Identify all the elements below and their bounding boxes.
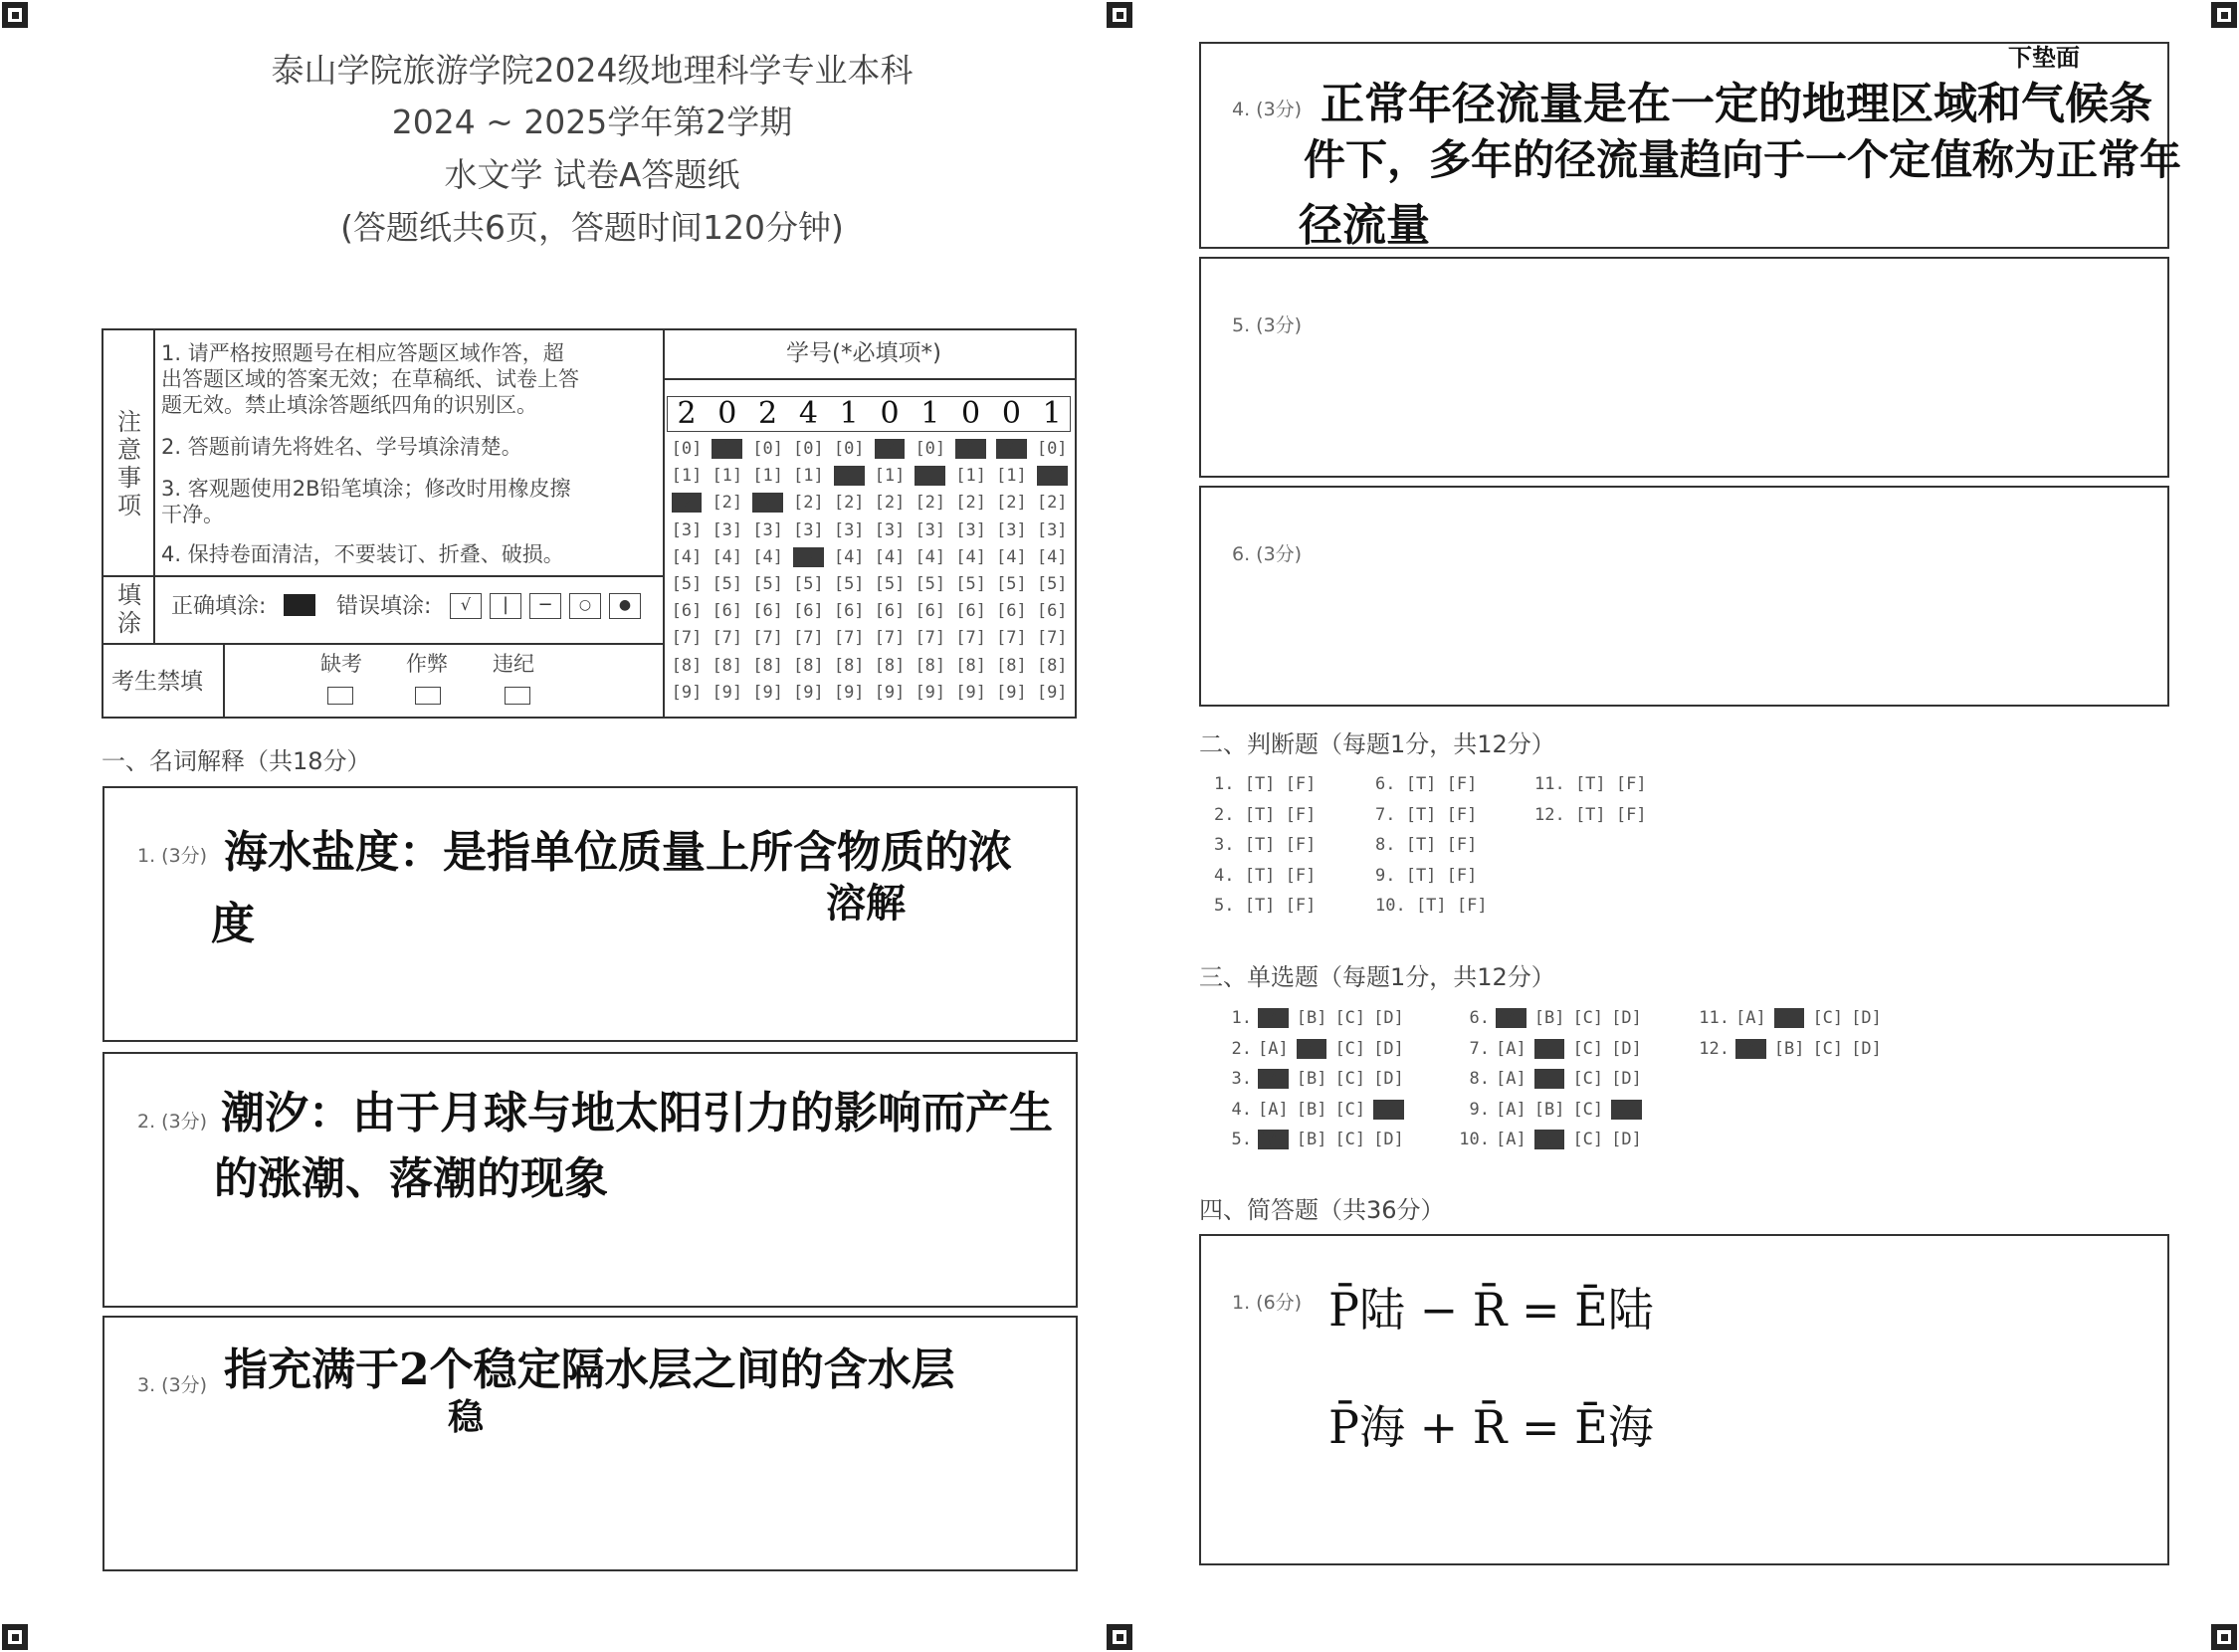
notice-item-4: 4. 保持卷面清洁，不要装订、折叠、破损。 — [161, 542, 564, 566]
single-choice-option[interactable]: [C] — [1572, 1038, 1604, 1059]
student-id-bubble[interactable]: [4] — [671, 546, 703, 567]
student-id-bubble[interactable]: [7] — [671, 628, 703, 649]
true-false-item[interactable]: 3. [T] [F] — [1214, 835, 1317, 855]
student-id-bubble[interactable]: [0] — [671, 439, 703, 459]
single-choice-option[interactable]: [A] — [1496, 1038, 1527, 1059]
q5-label: 5. (3分) — [1232, 314, 1303, 336]
single-choice-option[interactable]: [C] — [1334, 1008, 1366, 1028]
single-choice-item — [1212, 1008, 1412, 1028]
q1-answer-line2: 度 — [211, 899, 255, 949]
single-choice-option[interactable]: [A] — [1258, 1130, 1289, 1149]
student-id-bubble[interactable]: [4] — [874, 546, 906, 567]
notice-item-3b: 干净。 — [161, 503, 224, 526]
student-id-digit-5: 1 — [839, 396, 859, 431]
true-false-item[interactable]: 2. [T] [F] — [1214, 804, 1317, 825]
student-id-bubble[interactable]: [3] — [671, 519, 703, 540]
student-id-bubble[interactable]: [2] — [712, 493, 743, 514]
single-choice-item — [1690, 1008, 1890, 1028]
q4-answer-line2: 件下，多年的径流量趋向于一个定值称为正常年 — [1304, 135, 2182, 184]
header-school-line: 泰山学院旅游学院2024级地理科学专业本科 — [271, 51, 914, 90]
notice-item-1b: 出答题区域的答案无效；在草稿纸、试卷上答 — [161, 367, 579, 391]
student-id-bubble[interactable]: [0] — [955, 439, 986, 459]
short-q1-label: 1. (6分) — [1232, 1292, 1303, 1314]
student-id-bubble[interactable]: [9] — [833, 682, 865, 703]
student-id-bubble[interactable]: [8] — [752, 655, 783, 676]
single-choice-option[interactable]: [A] — [1735, 1008, 1766, 1028]
student-id-bubble[interactable]: [5] — [671, 574, 703, 594]
student-id-bubble[interactable]: [7] — [793, 628, 824, 649]
student-id-bubble[interactable]: [3] — [1036, 519, 1068, 540]
true-false-item[interactable]: 4. [T] [F] — [1214, 865, 1317, 886]
q4-answer-line3: 径流量 — [1299, 200, 1430, 251]
student-id-bubble[interactable]: [1] — [874, 466, 906, 487]
wrong-fill-dot: ● — [609, 593, 641, 619]
q1-answer-insert: 溶解 — [826, 880, 906, 927]
student-id-bubble[interactable]: [4] — [955, 546, 986, 567]
student-id-digit-10: 1 — [1042, 396, 1062, 431]
q3-answer-insert: 稳 — [448, 1396, 485, 1438]
q4-label: 4. (3分) — [1232, 99, 1303, 120]
student-id-bubble[interactable]: [6] — [712, 601, 743, 622]
student-id-bubble[interactable]: [2] — [752, 493, 783, 514]
single-choice-number: 11. — [1699, 1008, 1730, 1028]
single-choice-item — [1212, 1069, 1412, 1089]
student-id-bubble[interactable]: [0] — [752, 439, 783, 459]
student-id-bubble[interactable]: [6] — [833, 601, 865, 622]
single-choice-option[interactable]: [D] — [1611, 1069, 1642, 1089]
student-id-digit-1: 2 — [677, 396, 697, 431]
single-choice-option[interactable]: [C] — [1572, 1069, 1604, 1089]
student-id-bubble[interactable]: [4] — [793, 546, 824, 567]
student-id-bubble[interactable]: [3] — [996, 519, 1027, 540]
student-id-bubble[interactable]: [1] — [1036, 466, 1068, 487]
student-id-bubble[interactable]: [8] — [955, 655, 986, 676]
wrong-fill-label: 错误填涂: — [336, 594, 432, 619]
single-choice-option[interactable]: [B] — [1296, 1069, 1327, 1089]
single-choice-option[interactable]: [D] — [1373, 1038, 1404, 1059]
single-choice-number: 10. — [1459, 1130, 1490, 1149]
student-id-bubble[interactable]: [9] — [671, 682, 703, 703]
student-id-digit-7: 1 — [920, 396, 940, 431]
student-id-bubble[interactable]: [8] — [833, 655, 865, 676]
wrong-fill-circle: ○ — [569, 593, 601, 619]
student-id-bubble[interactable]: [7] — [1036, 628, 1068, 649]
header-term-line: 2024 ~ 2025学年第2学期 — [391, 103, 793, 141]
true-false-item[interactable]: 12. [T] [F] — [1534, 804, 1647, 825]
student-id-bubble[interactable]: [7] — [752, 628, 783, 649]
notice-item-1a: 1. 请严格按照题号在相应答题区域作答，超 — [161, 341, 564, 365]
wrong-fill-check: √ — [450, 593, 482, 619]
student-id-bubble[interactable]: [7] — [955, 628, 986, 649]
correct-fill-sample — [284, 594, 315, 616]
single-choice-item — [1450, 1039, 1650, 1059]
student-id-bubble[interactable]: [6] — [671, 601, 703, 622]
single-choice-option[interactable]: [B] — [1533, 1038, 1565, 1059]
single-choice-option[interactable]: [D] — [1611, 1038, 1642, 1059]
q2-answer-line1: 潮汐：由于月球与地太阳引力的影响而产生 — [221, 1088, 1053, 1138]
student-id-bubble[interactable]: [6] — [874, 601, 906, 622]
student-id-bubble[interactable]: [2] — [874, 493, 906, 514]
student-id-bubble[interactable]: [2] — [996, 493, 1027, 514]
wrong-fill-bar: | — [490, 593, 521, 619]
single-choice-option[interactable]: [C] — [1572, 1008, 1604, 1028]
section2-title: 二、判断题（每题1分，共12分） — [1199, 730, 1555, 758]
student-id-bubble[interactable]: [7] — [996, 628, 1027, 649]
single-choice-option[interactable]: [B] — [1533, 1130, 1565, 1149]
single-choice-option[interactable]: [B] — [1773, 1038, 1805, 1059]
student-id-bubble[interactable]: [0] — [833, 439, 865, 459]
student-id-bubble[interactable]: [7] — [712, 628, 743, 649]
single-choice-option[interactable]: [C] — [1334, 1130, 1366, 1149]
student-id-bubble[interactable]: [1] — [915, 466, 946, 487]
status-absent-label: 缺考 — [320, 652, 362, 676]
student-id-bubble[interactable]: [2] — [915, 493, 946, 514]
single-choice-option[interactable]: [A] — [1258, 1069, 1289, 1089]
student-id-bubble[interactable]: [1] — [712, 466, 743, 487]
notice-item-2: 2. 答题前请先将姓名、学号填涂清楚。 — [161, 435, 522, 459]
student-id-bubble[interactable]: [9] — [712, 682, 743, 703]
single-choice-option[interactable]: [B] — [1296, 1038, 1327, 1059]
single-choice-number: 1. — [1231, 1008, 1252, 1028]
student-id-bubble[interactable]: [4] — [712, 546, 743, 567]
single-choice-option[interactable]: [A] — [1258, 1099, 1289, 1120]
single-choice-option[interactable]: [B] — [1533, 1008, 1565, 1028]
single-choice-option[interactable]: [C] — [1812, 1038, 1844, 1059]
student-id-bubble[interactable]: [3] — [955, 519, 986, 540]
single-choice-number: 2. — [1231, 1038, 1252, 1059]
short-q1-line2: P̄海 + R̄ = Ē海 — [1328, 1400, 1654, 1454]
single-choice-option[interactable]: [A] — [1735, 1038, 1766, 1059]
student-id-bubble[interactable]: [0] — [1036, 439, 1068, 459]
student-id-bubble[interactable]: [2] — [671, 493, 703, 514]
status-violation-label: 违纪 — [493, 652, 534, 676]
examinee-restricted-label: 考生禁填 — [111, 669, 203, 695]
corner-marker-bottom-left — [2, 1624, 28, 1650]
student-id-bubble[interactable]: [9] — [1036, 682, 1068, 703]
student-id-bubble[interactable]: [5] — [793, 574, 824, 594]
single-choice-option[interactable]: [D] — [1611, 1130, 1642, 1149]
student-id-bubble[interactable]: [5] — [996, 574, 1027, 594]
answer-box-q6[interactable] — [1199, 486, 2169, 707]
single-choice-option[interactable]: [D] — [1851, 1038, 1882, 1059]
student-id-bubble[interactable]: [6] — [793, 601, 824, 622]
q3-answer-line1: 指充满于2个稳定隔水层之间的含水层 — [224, 1344, 955, 1395]
corner-marker-top-middle — [1107, 2, 1132, 28]
cheating-checkbox[interactable] — [415, 687, 441, 705]
notice-side-label-3: 事 — [117, 464, 141, 492]
student-id-bubble[interactable]: [1] — [752, 466, 783, 487]
single-choice-option[interactable]: [A] — [1496, 1069, 1527, 1089]
single-choice-item — [1450, 1069, 1650, 1089]
single-choice-option[interactable]: [B] — [1296, 1099, 1327, 1120]
student-id-bubble[interactable]: [9] — [874, 682, 906, 703]
single-choice-option[interactable]: [D] — [1851, 1008, 1882, 1028]
notice-side-label-2: 意 — [117, 436, 141, 464]
student-id-bubble[interactable]: [3] — [874, 519, 906, 540]
section3-title: 三、单选题（每题1分，共12分） — [1199, 963, 1555, 991]
q6-label: 6. (3分) — [1232, 543, 1303, 565]
student-id-bubble[interactable]: [5] — [833, 574, 865, 594]
single-choice-option[interactable]: [A] — [1258, 1038, 1289, 1059]
student-id-bubble[interactable]: [8] — [671, 655, 703, 676]
header-exam-title: 水文学 试卷A答题纸 — [444, 155, 740, 194]
student-id-bubble[interactable]: [1] — [671, 466, 703, 487]
student-id-bubble[interactable]: [8] — [1036, 655, 1068, 676]
fill-label-1: 填 — [117, 581, 141, 609]
single-choice-option[interactable]: [C] — [1572, 1130, 1604, 1149]
single-choice-number: 7. — [1469, 1038, 1490, 1059]
student-id-bubble[interactable]: [4] — [1036, 546, 1068, 567]
student-id-bubble[interactable]: [4] — [752, 546, 783, 567]
single-choice-option[interactable]: [B] — [1296, 1008, 1327, 1028]
student-id-bubble[interactable]: [4] — [833, 546, 865, 567]
student-id-bubble[interactable]: [6] — [955, 601, 986, 622]
corner-marker-bottom-right — [2211, 1624, 2237, 1650]
student-id-bubble[interactable]: [0] — [793, 439, 824, 459]
student-id-bubble[interactable]: [0] — [712, 439, 743, 459]
q2-label: 2. (3分) — [137, 1111, 208, 1133]
single-choice-number: 4. — [1231, 1099, 1252, 1120]
student-id-bubble[interactable]: [5] — [915, 574, 946, 594]
student-id-digit-4: 4 — [798, 396, 818, 431]
student-id-digit-6: 0 — [880, 396, 900, 431]
student-id-bubble[interactable]: [2] — [955, 493, 986, 514]
fill-label-2: 涂 — [117, 609, 141, 637]
corner-marker-bottom-middle — [1107, 1624, 1132, 1650]
student-id-bubble[interactable]: [4] — [915, 546, 946, 567]
single-choice-option[interactable]: [B] — [1773, 1008, 1805, 1028]
correct-fill-label: 正确填涂: — [171, 594, 267, 619]
true-false-item[interactable]: 1. [T] [F] — [1214, 774, 1317, 794]
single-choice-option[interactable]: [C] — [1334, 1069, 1366, 1089]
notice-item-1c: 题无效。禁止填涂答题纸四角的识别区。 — [161, 393, 537, 417]
section4-title: 四、简答题（共36分） — [1199, 1196, 1445, 1224]
student-id-bubble[interactable]: [8] — [874, 655, 906, 676]
student-id-bubble[interactable]: [1] — [793, 466, 824, 487]
notice-item-3a: 3. 客观题使用2B铅笔填涂；修改时用橡皮擦 — [161, 477, 571, 501]
student-id-bubble[interactable]: [9] — [996, 682, 1027, 703]
single-choice-option[interactable]: [C] — [1334, 1038, 1366, 1059]
single-choice-option[interactable]: [D] — [1373, 1008, 1404, 1028]
student-id-bubble[interactable]: [1] — [833, 466, 865, 487]
true-false-item[interactable]: 9. [T] [F] — [1375, 865, 1478, 886]
single-choice-item — [1212, 1100, 1412, 1120]
single-choice-option[interactable]: [B] — [1533, 1069, 1565, 1089]
student-id-bubble[interactable]: [6] — [996, 601, 1027, 622]
student-id-bubble[interactable]: [4] — [996, 546, 1027, 567]
student-id-bubble[interactable]: [3] — [915, 519, 946, 540]
single-choice-number: 5. — [1231, 1130, 1252, 1149]
student-id-bubble[interactable]: [6] — [752, 601, 783, 622]
single-choice-item — [1450, 1130, 1650, 1149]
single-choice-option[interactable]: [A] — [1496, 1008, 1527, 1028]
q3-label: 3. (3分) — [137, 1374, 208, 1396]
single-choice-number: 8. — [1469, 1069, 1490, 1089]
student-id-bubble[interactable]: [7] — [874, 628, 906, 649]
student-id-bubble[interactable]: [7] — [915, 628, 946, 649]
student-id-bubble[interactable]: [1] — [955, 466, 986, 487]
student-id-bubble[interactable]: [9] — [915, 682, 946, 703]
single-choice-item — [1212, 1130, 1412, 1149]
true-false-item[interactable]: 10. [T] [F] — [1375, 896, 1488, 916]
single-choice-option[interactable]: [C] — [1812, 1008, 1844, 1028]
single-choice-number: 6. — [1469, 1008, 1490, 1028]
true-false-item[interactable]: 11. [T] [F] — [1534, 774, 1647, 794]
q2-answer-line2: 的涨潮、落潮的现象 — [214, 1153, 608, 1204]
q4-answer-line1: 正常年径流量是在一定的地理区域和气候条 — [1321, 79, 2152, 129]
student-id-bubble[interactable]: [6] — [1036, 601, 1068, 622]
notice-side-label-4: 项 — [117, 492, 141, 519]
section1-title: 一、名词解释（共18分） — [102, 747, 371, 775]
student-id-bubble[interactable]: [1] — [996, 466, 1027, 487]
student-id-digit-2: 0 — [717, 396, 737, 431]
student-id-bubble[interactable]: [0] — [996, 439, 1027, 459]
student-id-digit-8: 0 — [961, 396, 981, 431]
single-choice-number: 3. — [1231, 1069, 1252, 1089]
single-choice-option[interactable]: [D] — [1373, 1130, 1404, 1149]
student-id-bubble[interactable]: [6] — [915, 601, 946, 622]
student-id-bubble[interactable]: [2] — [1036, 493, 1068, 514]
answer-box-q5[interactable] — [1199, 257, 2169, 478]
student-id-bubble[interactable]: [5] — [955, 574, 986, 594]
student-id-bubble[interactable]: [9] — [955, 682, 986, 703]
single-choice-option[interactable]: [B] — [1296, 1130, 1327, 1149]
student-id-bubble[interactable]: [5] — [874, 574, 906, 594]
student-id-bubble[interactable]: [5] — [712, 574, 743, 594]
student-id-bubble[interactable]: [5] — [1036, 574, 1068, 594]
student-id-bubble[interactable]: [3] — [793, 519, 824, 540]
single-choice-option[interactable]: [C] — [1572, 1099, 1604, 1120]
student-id-digit-9: 0 — [1001, 396, 1021, 431]
single-choice-option[interactable]: [A] — [1496, 1130, 1527, 1149]
student-id-bubble[interactable]: [9] — [793, 682, 824, 703]
single-choice-option[interactable]: [B] — [1533, 1099, 1565, 1120]
short-q1-line1: P̄陆 − R̄ = Ē陆 — [1328, 1283, 1654, 1337]
corner-marker-top-right — [2211, 2, 2237, 28]
student-id-bubble[interactable]: [3] — [833, 519, 865, 540]
true-false-item[interactable]: 5. [T] [F] — [1214, 896, 1317, 916]
corner-marker-top-left — [2, 2, 28, 28]
student-id-bubble[interactable]: [0] — [915, 439, 946, 459]
student-id-bubble[interactable]: [2] — [833, 493, 865, 514]
single-choice-option[interactable]: [D] — [1373, 1099, 1404, 1120]
student-id-bubble[interactable]: [8] — [996, 655, 1027, 676]
student-id-bubble[interactable]: [7] — [833, 628, 865, 649]
student-id-bubble[interactable]: [5] — [752, 574, 783, 594]
header-sheet-info: (答题纸共6页，答题时间120分钟) — [340, 208, 844, 247]
single-choice-option[interactable]: [D] — [1611, 1099, 1642, 1120]
true-false-item[interactable]: 7. [T] [F] — [1375, 804, 1478, 825]
student-id-bubble[interactable]: [8] — [712, 655, 743, 676]
absent-checkbox[interactable] — [327, 687, 353, 705]
violation-checkbox[interactable] — [505, 687, 530, 705]
single-choice-number: 9. — [1469, 1099, 1490, 1120]
single-choice-number: 12. — [1699, 1038, 1730, 1059]
student-id-bubble[interactable]: [2] — [793, 493, 824, 514]
student-id-bubble[interactable]: [3] — [752, 519, 783, 540]
q1-label: 1. (3分) — [137, 845, 208, 867]
student-id-digit-3: 2 — [758, 396, 778, 431]
single-choice-item — [1690, 1039, 1890, 1059]
student-id-bubble[interactable]: [3] — [712, 519, 743, 540]
student-id-bubble[interactable]: [9] — [752, 682, 783, 703]
wrong-fill-dash: − — [529, 593, 561, 619]
single-choice-item — [1212, 1039, 1412, 1059]
true-false-item[interactable]: 6. [T] [F] — [1375, 774, 1478, 794]
single-choice-option[interactable]: [A] — [1258, 1008, 1289, 1028]
student-id-bubble[interactable]: [8] — [915, 655, 946, 676]
single-choice-item — [1450, 1100, 1650, 1120]
single-choice-option[interactable]: [A] — [1496, 1099, 1527, 1120]
single-choice-option[interactable]: [C] — [1334, 1099, 1366, 1120]
student-id-title: 学号(*必填项*) — [786, 340, 941, 366]
notice-side-label-1: 注 — [117, 408, 141, 436]
status-cheating-label: 作弊 — [406, 652, 448, 676]
true-false-item[interactable]: 8. [T] [F] — [1375, 835, 1478, 855]
q4-answer-insert: 下垫面 — [2008, 43, 2080, 72]
single-choice-option[interactable]: [D] — [1373, 1069, 1404, 1089]
student-id-bubble[interactable]: [8] — [793, 655, 824, 676]
single-choice-item — [1450, 1008, 1650, 1028]
student-id-bubble[interactable]: [0] — [874, 439, 906, 459]
single-choice-option[interactable]: [D] — [1611, 1008, 1642, 1028]
q1-answer-line1: 海水盐度：是指单位质量上所含物质的浓 — [224, 827, 1012, 878]
